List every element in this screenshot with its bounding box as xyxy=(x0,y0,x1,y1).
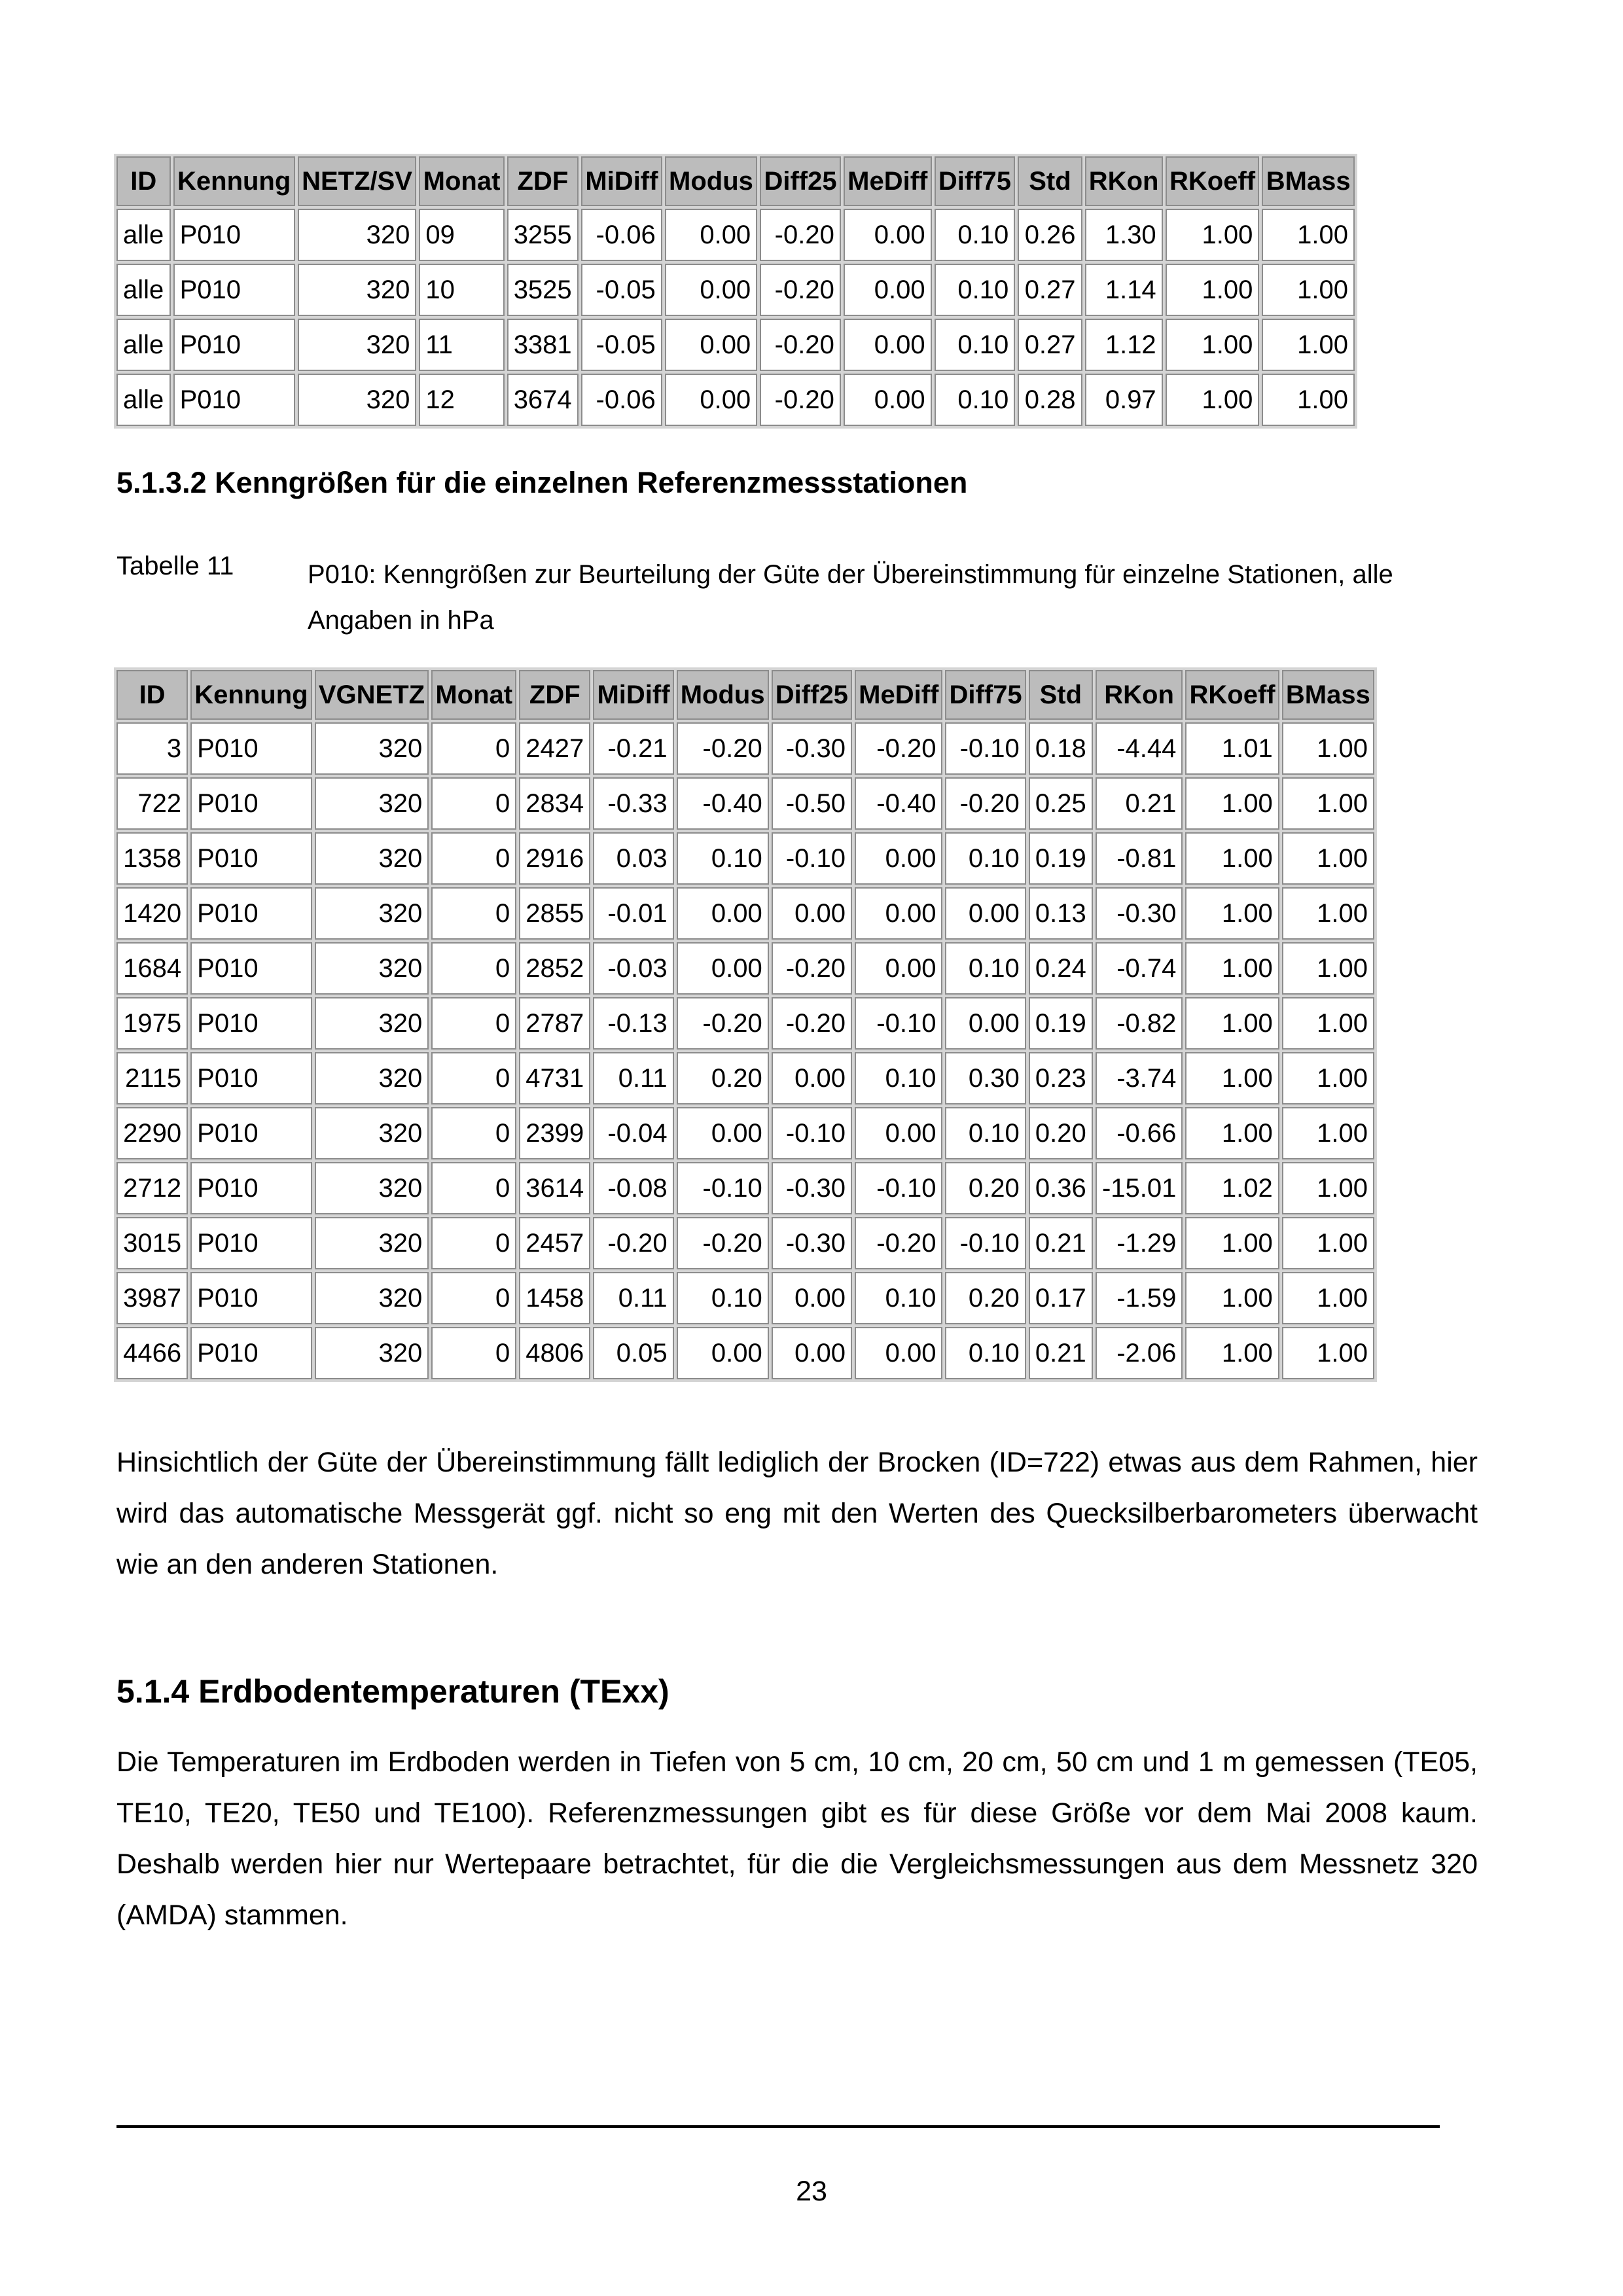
table-body xyxy=(116,209,1355,426)
table-cell: 320 xyxy=(298,264,417,316)
table-cell: 1.00 xyxy=(1282,777,1374,830)
table-cell: 0 xyxy=(431,1107,516,1159)
table-cell: 0.36 xyxy=(1029,1162,1093,1214)
table-cell: 0.20 xyxy=(945,1272,1026,1324)
table-cell: 0.00 xyxy=(665,319,757,371)
table-cell: 0.18 xyxy=(1029,722,1093,775)
table-cell: -0.20 xyxy=(677,722,769,775)
table-cell: P010 xyxy=(173,374,295,426)
table-cell: -0.20 xyxy=(593,1217,673,1269)
column-header: Monat xyxy=(431,670,516,720)
table-cell: 0.27 xyxy=(1018,319,1082,371)
table-cell: -0.03 xyxy=(593,942,673,995)
table-cell: P010 xyxy=(190,1107,312,1159)
table-cell: -0.10 xyxy=(855,997,942,1050)
table-cell: 0.00 xyxy=(772,1052,852,1104)
table-cell: -0.01 xyxy=(593,887,673,940)
table-cell: 1684 xyxy=(116,942,188,995)
table-cell: 0.11 xyxy=(593,1272,673,1324)
table-cell: 0 xyxy=(431,997,516,1050)
table-cell: 0 xyxy=(431,1052,516,1104)
table-cell: 0.25 xyxy=(1029,777,1093,830)
column-header: RKon xyxy=(1085,156,1163,206)
table-cell: -0.10 xyxy=(945,722,1026,775)
table-cell: -0.20 xyxy=(760,264,841,316)
table-cell: 3987 xyxy=(116,1272,188,1324)
table-cell: 4466 xyxy=(116,1327,188,1379)
table-cell: 1.00 xyxy=(1166,264,1260,316)
table-cell: -0.40 xyxy=(677,777,769,830)
table-cell: 0.00 xyxy=(772,1272,852,1324)
table-cell: alle xyxy=(116,319,171,371)
column-header: ID xyxy=(116,156,171,206)
column-header: Std xyxy=(1029,670,1093,720)
table-cell: 0.00 xyxy=(945,887,1026,940)
table-cell: 1.00 xyxy=(1282,997,1374,1050)
table-cell: -0.13 xyxy=(593,997,673,1050)
table-cell: 3525 xyxy=(507,264,579,316)
table-caption-label: Tabelle 11 xyxy=(116,552,234,580)
table-cell: -0.81 xyxy=(1096,832,1183,885)
table-cell: 2290 xyxy=(116,1107,188,1159)
table-cell: -2.06 xyxy=(1096,1327,1183,1379)
column-header: RKoeff xyxy=(1185,670,1279,720)
column-header: RKoeff xyxy=(1166,156,1260,206)
table-cell: P010 xyxy=(190,832,312,885)
table-cell: 1458 xyxy=(519,1272,590,1324)
table-cell: 09 xyxy=(419,209,504,261)
column-header: Diff75 xyxy=(935,156,1016,206)
table-cell: 1.00 xyxy=(1262,374,1355,426)
table-cell: 4806 xyxy=(519,1327,590,1379)
table-cell: -0.20 xyxy=(772,942,852,995)
table-cell: 1.00 xyxy=(1185,1107,1279,1159)
table-cell: 0.97 xyxy=(1085,374,1163,426)
table-row xyxy=(116,1107,1374,1159)
table-cell: 2457 xyxy=(519,1217,590,1269)
table-cell: 320 xyxy=(315,1272,429,1324)
table-cell: -15.01 xyxy=(1096,1162,1183,1214)
column-header: Monat xyxy=(419,156,504,206)
column-header: MiDiff xyxy=(593,670,673,720)
table-cell: -0.05 xyxy=(581,264,662,316)
column-header: MiDiff xyxy=(581,156,662,206)
table-cell: 0.00 xyxy=(855,1327,942,1379)
table-cell: -0.20 xyxy=(760,209,841,261)
table-cell: 320 xyxy=(315,777,429,830)
table-cell: alle xyxy=(116,264,171,316)
table-row xyxy=(116,1327,1374,1379)
table-cell: 0.20 xyxy=(1029,1107,1093,1159)
table-cell: 0.00 xyxy=(855,832,942,885)
table-cell: 1.00 xyxy=(1282,1327,1374,1379)
table-cell: 0 xyxy=(431,1272,516,1324)
table-row xyxy=(116,997,1374,1050)
table-cell: 0.17 xyxy=(1029,1272,1093,1324)
table-cell: -0.30 xyxy=(1096,887,1183,940)
table-cell: 0.10 xyxy=(855,1272,942,1324)
table-cell: -1.59 xyxy=(1096,1272,1183,1324)
table-cell: -0.20 xyxy=(772,997,852,1050)
table-cell: 3381 xyxy=(507,319,579,371)
table-cell: 0.20 xyxy=(945,1162,1026,1214)
table-cell: 1.00 xyxy=(1282,1217,1374,1269)
table-cell: 0.11 xyxy=(593,1052,673,1104)
table-cell: 2115 xyxy=(116,1052,188,1104)
table-cell: 0.00 xyxy=(855,887,942,940)
table-cell: 0.00 xyxy=(677,942,769,995)
table-cell: 0.00 xyxy=(844,374,932,426)
table-cell: -0.30 xyxy=(772,722,852,775)
table-cell: 1.00 xyxy=(1262,264,1355,316)
table-cell: 3614 xyxy=(519,1162,590,1214)
table-cell: 0.19 xyxy=(1029,997,1093,1050)
table-cell: 1.00 xyxy=(1166,319,1260,371)
table-cell: P010 xyxy=(190,942,312,995)
table-cell: 1.00 xyxy=(1282,832,1374,885)
table-cell: 1.00 xyxy=(1282,1162,1374,1214)
table-cell: -3.74 xyxy=(1096,1052,1183,1104)
table-cell: 320 xyxy=(315,722,429,775)
table-cell: P010 xyxy=(190,1272,312,1324)
table-cell: P010 xyxy=(173,319,295,371)
section-heading-5-1-3-2: 5.1.3.2 Kenngrößen für die einzelnen Referenzmessstationen xyxy=(116,466,968,499)
table-cell: 0.20 xyxy=(677,1052,769,1104)
table-cell: 1.12 xyxy=(1085,319,1163,371)
table-cell: 320 xyxy=(315,887,429,940)
column-header: MeDiff xyxy=(855,670,942,720)
column-header: RKon xyxy=(1096,670,1183,720)
table-cell: 0.10 xyxy=(855,1052,942,1104)
table-cell: 320 xyxy=(298,209,417,261)
table-cell: 3255 xyxy=(507,209,579,261)
table-cell: -0.40 xyxy=(855,777,942,830)
table-cell: 1.00 xyxy=(1282,1107,1374,1159)
table-caption-text: P010: Kenngrößen zur Beurteilung der Güte der Übereinstimmung für einzelne Stationen, alle Angaben in hPa xyxy=(308,560,1393,635)
table-cell: 0.10 xyxy=(935,209,1016,261)
table-cell: 1.00 xyxy=(1185,1052,1279,1104)
column-header: Std xyxy=(1018,156,1082,206)
table-cell: 2834 xyxy=(519,777,590,830)
table-cell: -0.06 xyxy=(581,209,662,261)
table-cell: -0.50 xyxy=(772,777,852,830)
table-cell: alle xyxy=(116,209,171,261)
table-cell: 0.21 xyxy=(1029,1217,1093,1269)
table-cell: 0.21 xyxy=(1029,1327,1093,1379)
table-cell: 2852 xyxy=(519,942,590,995)
table-cell: 1358 xyxy=(116,832,188,885)
table-cell: 1.00 xyxy=(1282,887,1374,940)
table-cell: 0.03 xyxy=(593,832,673,885)
table-cell: 0.28 xyxy=(1018,374,1082,426)
table-cell: -4.44 xyxy=(1096,722,1183,775)
table-cell: 320 xyxy=(315,1327,429,1379)
table-cell: -0.33 xyxy=(593,777,673,830)
table-cell: 0.00 xyxy=(945,997,1026,1050)
column-header: BMass xyxy=(1262,156,1355,206)
table-cell: -0.20 xyxy=(677,997,769,1050)
table-cell: 0.10 xyxy=(945,1107,1026,1159)
table-cell: 0.00 xyxy=(844,319,932,371)
table-cell: 0.10 xyxy=(935,374,1016,426)
table-cell: -0.82 xyxy=(1096,997,1183,1050)
table-row xyxy=(116,1272,1374,1324)
table-cell: -0.21 xyxy=(593,722,673,775)
table-cell: -0.06 xyxy=(581,374,662,426)
table-cell: 0.00 xyxy=(665,264,757,316)
table-cell: -1.29 xyxy=(1096,1217,1183,1269)
table-cell: 320 xyxy=(315,1052,429,1104)
table-cell: 320 xyxy=(315,997,429,1050)
table-cell: 1.00 xyxy=(1262,209,1355,261)
table-cell: 1.00 xyxy=(1282,1272,1374,1324)
table-cell: -0.30 xyxy=(772,1162,852,1214)
table-row xyxy=(116,777,1374,830)
table-cell: 0.27 xyxy=(1018,264,1082,316)
page-number: 23 xyxy=(796,2176,827,2207)
column-header: Diff25 xyxy=(760,156,841,206)
table-cell: 1.01 xyxy=(1185,722,1279,775)
table-cell: 0 xyxy=(431,832,516,885)
table-cell: 2916 xyxy=(519,832,590,885)
table-cell: 1.00 xyxy=(1282,1052,1374,1104)
table-row xyxy=(116,319,1355,371)
table-cell: 320 xyxy=(315,1107,429,1159)
table-row xyxy=(116,1162,1374,1214)
table-cell: 0 xyxy=(431,1327,516,1379)
table-cell: -0.20 xyxy=(945,777,1026,830)
table-cell: 0.00 xyxy=(772,1327,852,1379)
table-cell: 0.10 xyxy=(945,1327,1026,1379)
table-row xyxy=(116,1052,1374,1104)
table-cell: 0.00 xyxy=(855,1107,942,1159)
table-cell: 320 xyxy=(298,319,417,371)
section-heading-5-1-4: 5.1.4 Erdbodentemperaturen (TExx) xyxy=(116,1673,669,1710)
table-cell: 0 xyxy=(431,722,516,775)
table-cell: -0.10 xyxy=(945,1217,1026,1269)
table-cell: -0.10 xyxy=(772,832,852,885)
table-header-row xyxy=(116,670,1374,720)
table-row xyxy=(116,832,1374,885)
table-cell: 1.00 xyxy=(1185,1272,1279,1324)
table-cell: 4731 xyxy=(519,1052,590,1104)
table-cell: 2855 xyxy=(519,887,590,940)
table-cell: 320 xyxy=(315,832,429,885)
table-cell: 0.26 xyxy=(1018,209,1082,261)
table-cell: 1.00 xyxy=(1185,1217,1279,1269)
table-cell: 1.00 xyxy=(1185,887,1279,940)
table-cell: 1.02 xyxy=(1185,1162,1279,1214)
table-cell: 2399 xyxy=(519,1107,590,1159)
table-cell: 10 xyxy=(419,264,504,316)
table-cell: 320 xyxy=(315,1162,429,1214)
column-header: Diff25 xyxy=(772,670,852,720)
table-cell: 11 xyxy=(419,319,504,371)
body-paragraph: Die Temperaturen im Erdboden werden in Tiefen von 5 cm, 10 cm, 20 cm, 50 cm und 1 m gemessen (TE05, TE10, TE20, TE50 und TE100). Referenzmessungen gibt es für diese Größe vor dem Mai 2008 kaum. Deshalb werden hier nur Wertepaare betrachtet, für die die Vergleichsmessungen aus dem Messnetz 320 (AMDA) stammen. xyxy=(116,1746,1478,1931)
table-row xyxy=(116,209,1355,261)
table-cell: 320 xyxy=(298,374,417,426)
table-cell: 1.00 xyxy=(1185,997,1279,1050)
table-cell: -0.66 xyxy=(1096,1107,1183,1159)
column-header: BMass xyxy=(1282,670,1374,720)
table-cell: 1420 xyxy=(116,887,188,940)
table-cell: P010 xyxy=(190,1217,312,1269)
column-header: ZDF xyxy=(519,670,590,720)
column-header: Diff75 xyxy=(945,670,1026,720)
table-cell: 0.00 xyxy=(665,374,757,426)
station-statistics-table xyxy=(114,667,1377,1382)
table-cell: -0.20 xyxy=(855,1217,942,1269)
monthly-summary-table xyxy=(114,154,1357,429)
table-cell: 0.00 xyxy=(665,209,757,261)
table-cell: 0 xyxy=(431,777,516,830)
table-cell: 0.00 xyxy=(844,264,932,316)
table-cell: 12 xyxy=(419,374,504,426)
table-cell: 1.00 xyxy=(1282,722,1374,775)
table-cell: 0.10 xyxy=(677,832,769,885)
table-cell: 1.00 xyxy=(1166,374,1260,426)
table-cell: 0 xyxy=(431,1217,516,1269)
table-row xyxy=(116,264,1355,316)
table-cell: -0.20 xyxy=(760,319,841,371)
table-cell: 1.00 xyxy=(1185,777,1279,830)
table-row xyxy=(116,887,1374,940)
table-cell: 0.30 xyxy=(945,1052,1026,1104)
table-cell: 722 xyxy=(116,777,188,830)
table-cell: 0 xyxy=(431,942,516,995)
table-cell: 0.21 xyxy=(1096,777,1183,830)
table-cell: -0.10 xyxy=(772,1107,852,1159)
table-cell: 320 xyxy=(315,1217,429,1269)
table-cell: P010 xyxy=(173,209,295,261)
table-cell: 2712 xyxy=(116,1162,188,1214)
table-cell: P010 xyxy=(190,777,312,830)
table-cell: 1.14 xyxy=(1085,264,1163,316)
table-cell: 2787 xyxy=(519,997,590,1050)
table-cell: P010 xyxy=(190,1162,312,1214)
table-row xyxy=(116,722,1374,775)
column-header: Kennung xyxy=(173,156,295,206)
table-cell: P010 xyxy=(190,1052,312,1104)
body-paragraph: Hinsichtlich der Güte der Übereinstimmung fällt lediglich der Brocken (ID=722) etwas aus dem Rahmen, hier wird das automatische Messgerät ggf. nicht so eng mit den Werten des Quecksilberbarometers überwacht wie an den anderen Stationen. xyxy=(116,1447,1478,1580)
table-cell: 3015 xyxy=(116,1217,188,1269)
table-cell: -0.20 xyxy=(677,1217,769,1269)
table-cell: 1.00 xyxy=(1262,319,1355,371)
table-cell: 0.00 xyxy=(677,887,769,940)
table-cell: 0.10 xyxy=(935,319,1016,371)
table-cell: 1.00 xyxy=(1185,942,1279,995)
table-cell: -0.10 xyxy=(855,1162,942,1214)
table-cell: -0.08 xyxy=(593,1162,673,1214)
table-cell: 320 xyxy=(315,942,429,995)
table-cell: 0.00 xyxy=(772,887,852,940)
table-cell: 0.00 xyxy=(844,209,932,261)
table-cell: -0.10 xyxy=(677,1162,769,1214)
table-cell: P010 xyxy=(173,264,295,316)
column-header: ID xyxy=(116,670,188,720)
column-header: Modus xyxy=(665,156,757,206)
table-cell: 0.19 xyxy=(1029,832,1093,885)
table-cell: 0 xyxy=(431,887,516,940)
table-cell: 0.00 xyxy=(677,1107,769,1159)
footer-divider xyxy=(116,2125,1440,2128)
table-row xyxy=(116,1217,1374,1269)
column-header: NETZ/SV xyxy=(298,156,417,206)
table-cell: -0.20 xyxy=(855,722,942,775)
table-body xyxy=(116,722,1374,1379)
column-header: VGNETZ xyxy=(315,670,429,720)
table-cell: -0.04 xyxy=(593,1107,673,1159)
table-cell: 1.30 xyxy=(1085,209,1163,261)
table-cell: 0.10 xyxy=(945,832,1026,885)
table-cell: 1.00 xyxy=(1166,209,1260,261)
column-header: MeDiff xyxy=(844,156,932,206)
table-cell: 0.10 xyxy=(945,942,1026,995)
table-row xyxy=(116,942,1374,995)
column-header: ZDF xyxy=(507,156,579,206)
table-cell: 0 xyxy=(431,1162,516,1214)
table-cell: P010 xyxy=(190,1327,312,1379)
table-cell: 0.24 xyxy=(1029,942,1093,995)
table-row xyxy=(116,374,1355,426)
table-cell: -0.74 xyxy=(1096,942,1183,995)
table-cell: P010 xyxy=(190,997,312,1050)
table-cell: P010 xyxy=(190,722,312,775)
table-cell: 0.10 xyxy=(935,264,1016,316)
table-cell: P010 xyxy=(190,887,312,940)
table-cell: 3674 xyxy=(507,374,579,426)
table-cell: 0.00 xyxy=(855,942,942,995)
column-header: Modus xyxy=(677,670,769,720)
table-cell: -0.30 xyxy=(772,1217,852,1269)
table-cell: -0.20 xyxy=(760,374,841,426)
table-cell: 1.00 xyxy=(1185,1327,1279,1379)
table-cell: 0.05 xyxy=(593,1327,673,1379)
table-cell: 0.00 xyxy=(677,1327,769,1379)
table-cell: 1975 xyxy=(116,997,188,1050)
table-cell: 0.10 xyxy=(677,1272,769,1324)
table-header-row xyxy=(116,156,1355,206)
table-cell: 1.00 xyxy=(1185,832,1279,885)
table-cell: -0.05 xyxy=(581,319,662,371)
table-cell: 1.00 xyxy=(1282,942,1374,995)
table-cell: alle xyxy=(116,374,171,426)
table-cell: 2427 xyxy=(519,722,590,775)
table-cell: 0.13 xyxy=(1029,887,1093,940)
table-cell: 3 xyxy=(116,722,188,775)
column-header: Kennung xyxy=(190,670,312,720)
table-cell: 0.23 xyxy=(1029,1052,1093,1104)
